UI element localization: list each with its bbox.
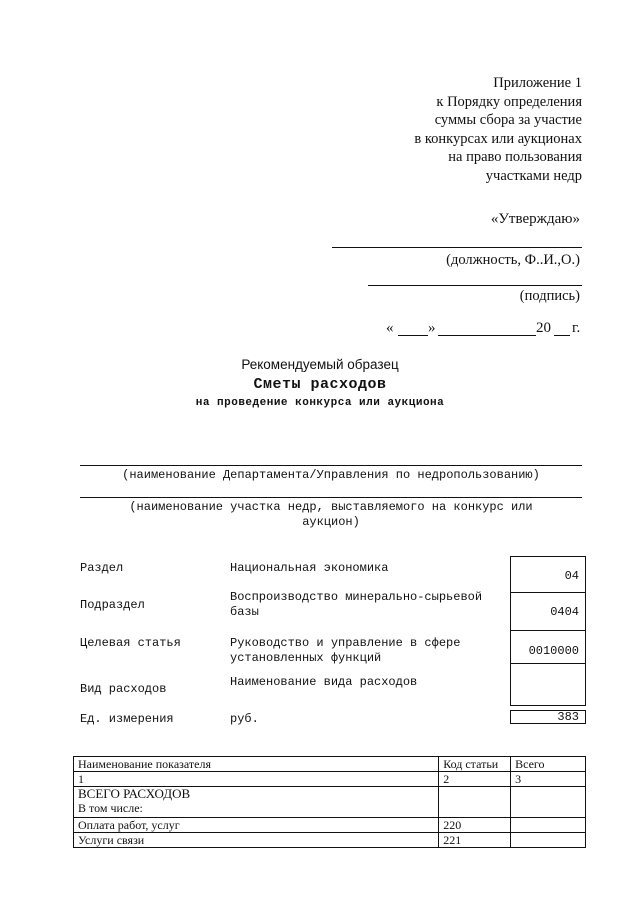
table-row [74, 833, 586, 848]
table-row [74, 787, 586, 818]
header-total: Всего [511, 757, 586, 772]
target-item-name: Руководство и управление в сфере установленных функций [230, 636, 461, 665]
position-caption: (должность, Ф..И.,О.) [446, 252, 580, 268]
signature-caption: (подпись) [519, 288, 580, 304]
numbering-cell: 3 [511, 772, 586, 787]
row-code[interactable]: 221 [439, 833, 511, 848]
appendix-line: суммы сбора за участие [434, 112, 582, 128]
row-code[interactable] [439, 787, 511, 818]
section-name: Национальная экономика [230, 561, 389, 575]
expenses-table [73, 756, 586, 848]
expense-type-label: Вид расходов [80, 682, 167, 696]
subsoil-area-line[interactable] [80, 497, 582, 498]
target-item-code[interactable]: 0010000 [528, 644, 579, 658]
table-header-row [74, 757, 586, 772]
date-open-quote: « [386, 320, 394, 336]
numbering-cell: 2 [439, 772, 511, 787]
department-hint: (наименование Департамента/Управления по недропользованию) [122, 468, 540, 482]
department-line[interactable] [80, 465, 582, 466]
date-day-line[interactable] [398, 335, 428, 336]
section-code[interactable]: 04 [564, 569, 579, 583]
appendix-line: в конкурсах или аукционах [414, 130, 582, 147]
unit-label: Ед. измерения [80, 712, 174, 726]
header-item-code: Код статьи [439, 757, 511, 772]
row-name-including: В том числе: [78, 801, 143, 815]
appendix-line: на право пользования [448, 149, 582, 165]
document-subtitle: на проведение конкурса или аукциона [195, 397, 445, 409]
subsoil-area-hint: (наименование участка недр, выставляемого на конкурс или аукцион) [129, 500, 533, 529]
approval-title: «Утверждаю» [490, 211, 580, 227]
table-numbering-row [74, 772, 586, 787]
subsection-label: Подраздел [80, 598, 145, 612]
row-total[interactable] [511, 818, 586, 833]
row-name: Оплата работ, услуг [74, 818, 439, 833]
row-name [74, 787, 439, 818]
section-label: Раздел [80, 561, 124, 575]
position-signature-line[interactable] [332, 247, 582, 248]
date-year-line[interactable] [554, 335, 570, 336]
expense-type-name: Наименование вида расходов [230, 675, 418, 689]
date-month-line[interactable] [438, 335, 536, 336]
codes-divider [510, 630, 586, 631]
row-name: Услуги связи [74, 833, 439, 848]
appendix-line: участками недр [485, 167, 582, 184]
signature-line[interactable] [368, 285, 582, 286]
row-total[interactable] [511, 787, 586, 818]
subsection-code[interactable]: 0404 [550, 605, 579, 619]
date-year-suffix: г. [572, 320, 581, 336]
row-name-total: ВСЕГО РАСХОДОВ [78, 786, 191, 801]
document-title: Сметы расходов [253, 376, 387, 393]
codes-divider [510, 592, 586, 593]
subsection-name: Воспроизводство минерально-сырьевой базы [230, 590, 483, 619]
row-code[interactable]: 220 [439, 818, 511, 833]
appendix-line: к Порядку определения [436, 93, 582, 110]
header-indicator-name: Наименование показателя [74, 757, 439, 772]
appendix-line: Приложение 1 [493, 75, 582, 91]
date-close-quote: » [428, 320, 436, 336]
target-item-label: Целевая статья [80, 636, 181, 650]
row-total[interactable] [511, 833, 586, 848]
approval-date [386, 320, 586, 342]
unit-name: руб. [230, 712, 259, 726]
sample-label: Рекомендуемый образец [241, 357, 399, 372]
date-year-prefix: 20 [536, 320, 551, 336]
numbering-cell: 1 [74, 772, 439, 787]
expense-type-code-box[interactable] [510, 664, 586, 706]
unit-code: 383 [557, 710, 579, 724]
table-row [74, 818, 586, 833]
appendix-note [414, 74, 582, 185]
